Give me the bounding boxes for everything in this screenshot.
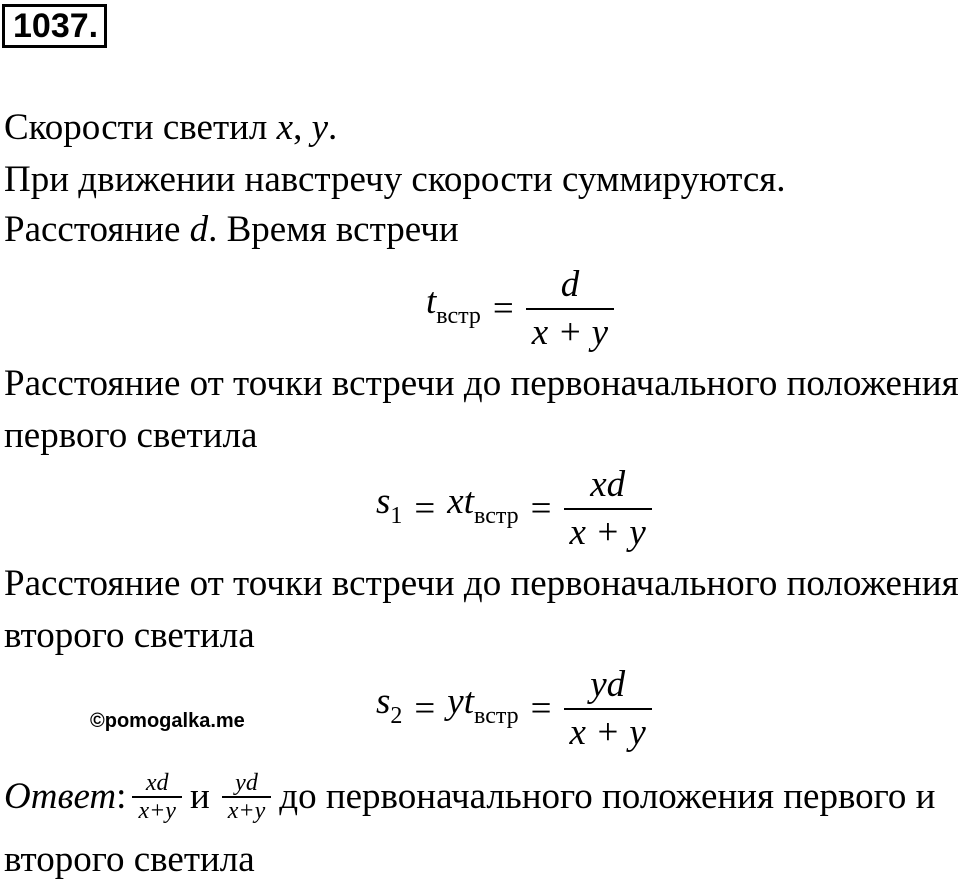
answer-line-2: второго светила [4,839,255,880]
var-d: d [189,209,209,250]
line-speeds [4,106,337,150]
formula2-eq2: = [530,488,552,529]
answer-frac1-numerator: xd [145,770,169,796]
answer-fraction-2 [222,770,272,824]
answer-line [4,770,935,824]
formula3-sub2: встр [474,703,519,729]
formula3-fraction [564,662,652,756]
watermark: ©pomogalka.me [90,710,245,732]
formula2-eq1: = [414,488,436,529]
formula2-sub1: 1 [390,503,403,529]
line-second-body: второго светила [4,615,255,656]
formula3-sub1: 2 [390,703,403,729]
answer-frac2-numerator: yd [235,770,258,796]
speeds-text: Скорости светил [4,107,277,148]
time-text: . Время встречи [208,209,459,250]
formula-s2 [376,662,652,756]
formula3-yt: $yt_{встр}$ [447,681,519,729]
formula2-denominator: x + y [569,512,646,553]
formula-meeting-time [426,262,614,356]
problem-number: 1037. [2,4,107,48]
line-distance [4,208,459,252]
formula-s1 [376,462,652,556]
formula3-eq2: = [530,688,552,729]
line-first-body: первого светила [4,415,258,456]
formula1-denominator: x + y [531,312,609,353]
line-second-distance: Расстояние от точки встречи до первоначального положения [4,563,959,604]
formula2-fraction [564,462,652,556]
answer-label: Ответ [4,775,117,817]
period: . [328,107,338,148]
var-y: y [311,107,328,148]
formula1-fraction [526,262,614,356]
answer-rest: до первоначального положения первого и [279,775,936,817]
formula3-denominator: x + y [569,712,646,753]
formula1-numerator: d [560,264,580,305]
formula2-sub2: встр [474,503,519,529]
formula1-sub: встр [436,303,481,329]
formula1-t: $t_{встр}$ [426,281,481,329]
formula1-eq: = [492,288,514,329]
separator: , [293,107,312,148]
answer-conjunction: и [189,775,210,817]
var-x: x [276,107,294,148]
formula3-numerator: yd [590,664,626,705]
formula3-eq1: = [414,688,436,729]
line-first-distance: Расстояние от точки встречи до первоначального положения [4,363,959,404]
line-sum: При движении навстречу скорости суммируются. [4,159,786,200]
formula2-xt: $xt_{встр}$ [447,481,519,529]
answer-frac1-denominator: x+y [138,797,176,824]
formula2-s: $s_1$ [376,481,403,529]
answer-frac2-denominator: x+y [227,797,266,824]
distance-text: Расстояние [4,209,190,250]
formula2-numerator: xd [590,464,626,505]
formula3-s: $s_2$ [376,681,403,729]
answer-fraction-1 [132,770,182,824]
answer-colon: : [116,775,127,817]
